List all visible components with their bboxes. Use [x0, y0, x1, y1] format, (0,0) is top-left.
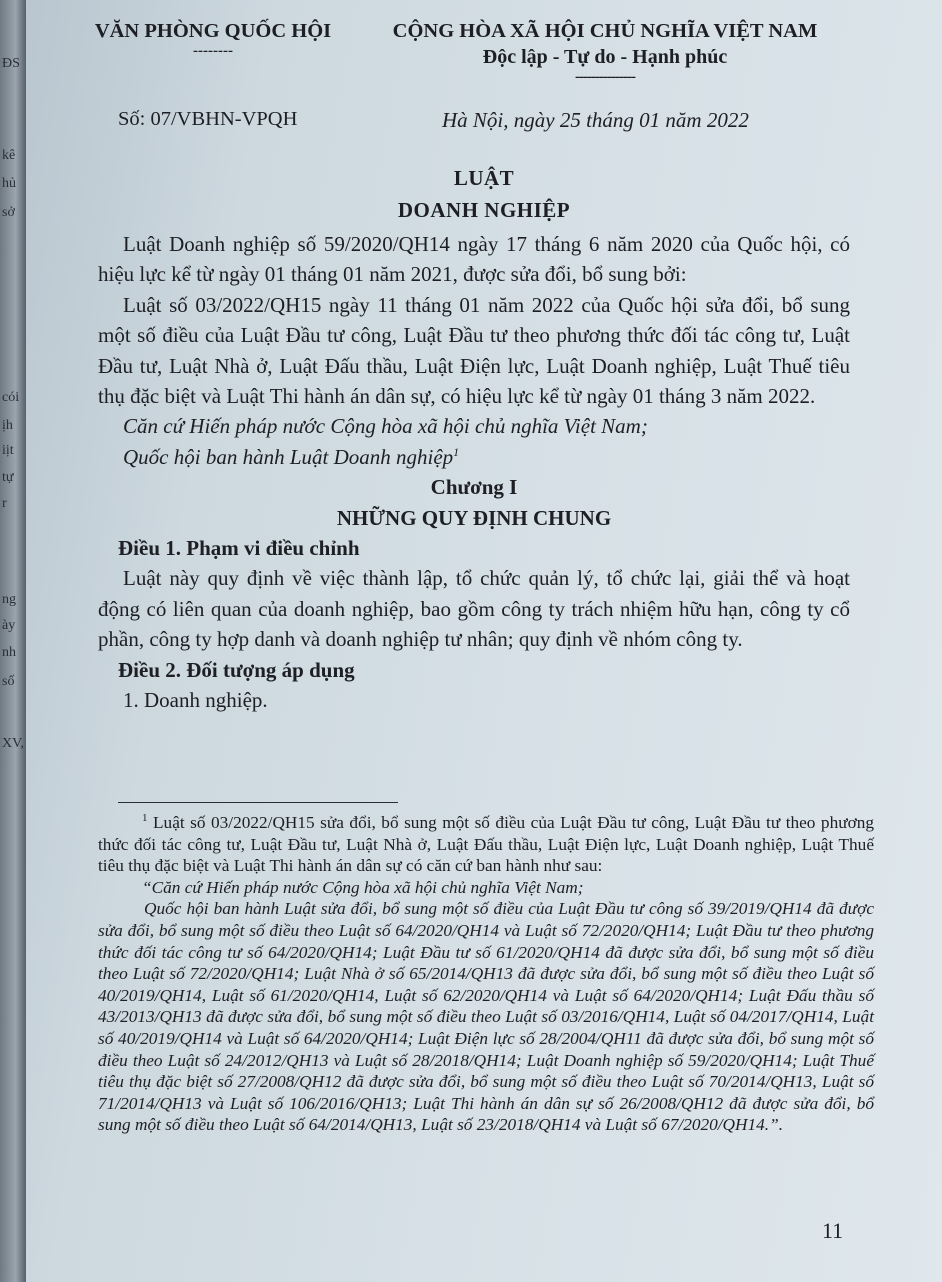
national-title-block: [360, 18, 850, 84]
footnote: [98, 812, 874, 1136]
adjacent-page-fragment: nh: [2, 645, 16, 660]
issuing-agency-block: [78, 18, 348, 58]
footnote-reference: 1: [453, 444, 460, 459]
adjacent-page-fragment: iịt: [2, 443, 14, 458]
adjacent-page-fragment: kê: [2, 148, 16, 163]
document-page: [26, 0, 942, 1282]
footnote-quote-basis: “Căn cứ Hiến pháp nước Cộng hòa xã hội chủ nghĩa Việt Nam;: [142, 877, 584, 897]
footnote-quote-body: Quốc hội ban hành Luật sửa đổi, bổ sung một số điều của Luật Đầu tư công số 39/2019/QH14 đã được sửa đổi, bổ sung một số điều theo Luật số 64/2020/QH14 và Luật số 72/2020/QH14; Luật Đầu tư theo phương thức đối tác công tư số 64/2020/QH14; Luật Đầu tư số 61/2020/QH14 đã được sửa đổi, bổ sung một số điều theo Luật số 72/2020/QH14; Luật Nhà ở số 65/2014/QH13 đã được sửa đổi, bổ sung một số điều theo Luật số 40/2019/QH14, Luật số 61/2020/QH14, Luật số 62/2020/QH14 và Luật số 64/2020/QH14; Luật Đấu thầu số 43/2013/QH13 đã được sửa đổi, bổ sung một số điều theo Luật số 03/2016/QH14, Luật số 04/2017/QH14, Luật số 40/2019/QH14 và Luật số 64/2020/QH14; Luật Điện lực số 28/2004/QH11 đã được sửa đổi, bổ sung một số điều theo Luật số 24/2012/QH13 và Luật số 28/2018/QH14; Luật Doanh nghiệp số 59/2020/QH14; Luật Thuế tiêu thụ đặc biệt số 27/2008/QH12 đã được sửa đổi, bổ sung một số điều theo Luật số 70/2014/QH13, Luật số 71/2014/QH13 và Luật số 106/2016/QH13; Luật Thi hành án dân sự số 26/2008/QH12 đã được sửa đổi, bổ sung một số điều theo Luật số 64/2014/QH13, Luật số 23/2018/QH14 và Luật số 67/2020/QH14.”.: [98, 899, 874, 1135]
issuing-agency: VĂN PHÒNG QUỐC HỘI: [94, 20, 332, 42]
footnote-marker: 1: [142, 812, 148, 825]
article-2-item-1: 1. Doanh nghiệp.: [123, 688, 268, 713]
document-name: DOANH NGHIỆP: [397, 198, 571, 222]
page-number: 11: [822, 1218, 844, 1243]
adjacent-page-fragment: tự: [2, 470, 14, 485]
adjacent-page-edge: [0, 0, 26, 1282]
national-motto: Độc lập - Tự do - Hạnh phúc: [482, 46, 728, 68]
document-type: LUẬT: [453, 166, 515, 190]
footnote-text-line: [98, 812, 874, 877]
footnote-separator: [118, 802, 398, 803]
footnote-text: Luật số 03/2022/QH15 sửa đổi, bổ sung một số điều của Luật Đầu tư công, Luật Đầu tư theo phương thức đối tác công tư, Luật Đầu tư, Luật Nhà ở, Luật Đấu thầu, Luật Điện lực, Luật Doanh nghiệp, Luật Thuế tiêu thụ đặc biệt và Luật Thi hành án dân sự có căn cứ ban hành như sau:: [98, 813, 875, 876]
intro-paragraph: Luật Doanh nghiệp số 59/2020/QH14 ngày 17 tháng 6 năm 2020 của Quốc hội, có hiệu lực kể từ ngày 01 tháng 01 năm 2021, được sửa đổi, bổ sung bởi:: [98, 232, 850, 287]
promulgation-line: [98, 442, 850, 472]
adjacent-page-fragment: số: [2, 674, 15, 689]
adjacent-page-fragment: ng: [2, 592, 16, 607]
promulgation-text: Quốc hội ban hành Luật Doanh nghiệp: [123, 444, 454, 469]
adjacent-page-fragment: ĐS: [2, 56, 20, 71]
document-body: [98, 229, 850, 716]
article-1-title: Điều 1. Phạm vi điều chỉnh: [118, 536, 360, 561]
adjacent-page-fragment: XV,: [2, 736, 24, 751]
agency-rule: --------: [193, 43, 233, 59]
motto-rule: ---------------: [575, 69, 635, 85]
place-and-date: Hà Nội, ngày 25 tháng 01 năm 2022: [442, 108, 749, 132]
adjacent-page-fragment: ày: [2, 618, 16, 633]
legal-basis: Căn cứ Hiến pháp nước Cộng hòa xã hội chủ nghĩa Việt Nam;: [123, 414, 648, 439]
chapter-number: Chương I: [430, 475, 518, 500]
amendment-paragraph: Luật số 03/2022/QH15 ngày 11 tháng 01 năm 2022 của Quốc hội sửa đổi, bổ sung một số điều của Luật Đầu tư công, Luật Đầu tư theo phương thức đối tác công tư, Luật Đầu tư, Luật Nhà ở, Luật Đấu thầu, Luật Điện lực, Luật Doanh nghiệp, Luật Thuế tiêu thụ đặc biệt và Luật Thi hành án dân sự, có hiệu lực kể từ ngày 01 tháng 3 năm 2022.: [98, 292, 850, 409]
document-number: Số: 07/VBHN-VPQH: [118, 108, 298, 130]
chapter-title: NHỮNG QUY ĐỊNH CHUNG: [336, 505, 612, 530]
adjacent-page-fragment: cói: [2, 390, 20, 405]
adjacent-page-fragment: sở: [2, 205, 15, 220]
article-1-text: Luật này quy định về việc thành lập, tổ chức quản lý, tổ chức lại, giải thể và hoạt động có liên quan của doanh nghiệp, bao gồm công ty trách nhiệm hữu hạn, công ty cổ phần, công ty hợp danh và doanh nghiệp tư nhân; quy định về nhóm công ty.: [98, 566, 850, 652]
country-name: CỘNG HÒA XÃ HỘI CHỦ NGHĨA VIỆT NAM: [392, 20, 818, 42]
adjacent-page-fragment: r: [2, 496, 7, 511]
adjacent-page-fragment: ịh: [2, 418, 13, 433]
adjacent-page-fragment: hủ: [2, 176, 16, 191]
article-2-title: Điều 2. Đối tượng áp dụng: [118, 657, 355, 682]
